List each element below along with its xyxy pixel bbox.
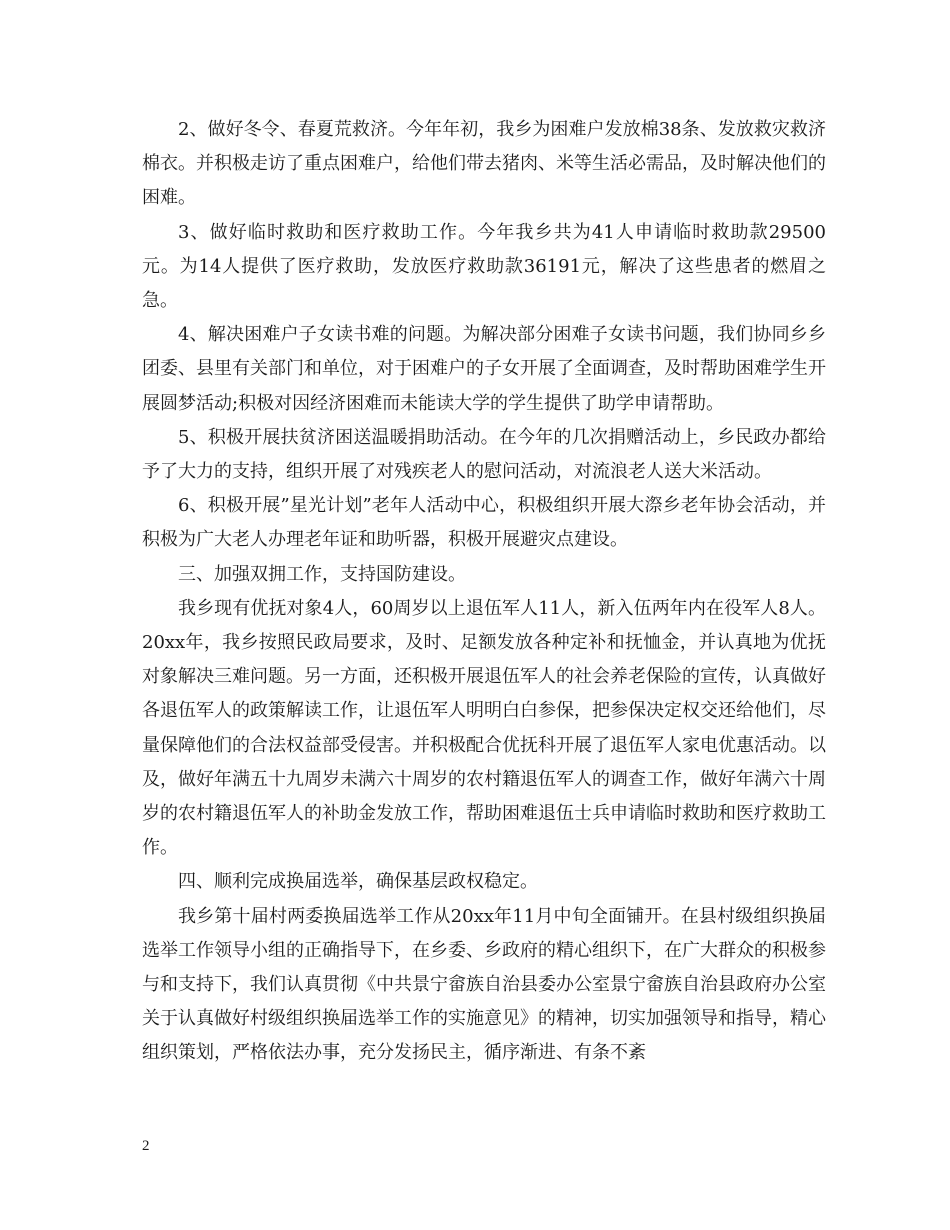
page-number: 2	[142, 1138, 150, 1154]
paragraph-veterans: 我乡现有优抚对象4人，60周岁以上退伍军人11人，新入伍两年内在役军人8人。20xx年，我乡按照民政局要求，及时、足额发放各种定补和抚恤金，并认真地为优抚对象解决三难问题。另一方面，还积极开展退伍军人的社会养老保险的宣传，认真做好各退伍军人的政策解读工作，让退伍军人明明白白参保，把参保决定权交还给他们，尽量保障他们的合法权益部受侵害。并积极配合优抚科开展了退伍军人家电优惠活动。以及，做好年满五十九周岁未满六十周岁的农村籍退伍军人的调查工作，做好年满六十周岁的农村籍退伍军人的补助金发放工作，帮助困难退伍士兵申请临时救助和医疗救助工作。	[142, 597, 826, 859]
paragraph-student-aid: 4、解决困难户子女读书难的问题。为解决部分困难子女读书问题，我们协同乡乡团委、县里有关部门和单位，对于困难户的子女开展了全面调查，及时帮助困难学生开展圆梦活动;积极对因经济困难而未能读大学的学生提供了助学申请帮助。	[142, 324, 826, 414]
paragraph-poverty-donation: 5、积极开展扶贫济困送温暖捐助活动。在今年的几次捐赠活动上，乡民政办都给予了大力的支持，组织开展了对残疾老人的慰问活动，对流浪老人送大米活动。	[142, 426, 826, 483]
paragraph-elderly-activities: 6、积极开展”星光计划”老年人活动中心，积极组织开展大漈乡老年协会活动，并积极为广大老人办理老年证和助听器，积极开展避灾点建设。	[142, 495, 826, 551]
paragraph-temporary-medical-aid: 3、做好临时救助和医疗救助工作。今年我乡共为41人申请临时救助款29500元。为14人提供了医疗救助，发放医疗救助款36191元，解决了这些患者的燃眉之急。	[142, 221, 826, 312]
paragraph-village-election: 我乡第十届村两委换届选举工作从20xx年11月中旬全面铺开。在县村级组织换届选举工作领导小组的正确指导下，在乡委、乡政府的精心组织下，在广大群众的积极参与和支持下，我们认真贯彻《中共景宁畲族自治县委办公室景宁畲族自治县政府办公室关于认真做好村级组织换届选举工作的实施意见》的精神，切实加强领导和指导，精心组织策划，严格依法办事，充分发扬民主，循序渐进、有条不紊	[142, 905, 826, 1064]
paragraph-winter-relief: 2、做好冬令、春夏荒救济。今年年初，我乡为困难户发放棉38条、发放救灾救济棉衣。并积极走访了重点困难户，给他们带去猪肉、米等生活必需品，及时解决他们的困难。	[142, 119, 826, 209]
document-body	[142, 113, 826, 1071]
section-heading-election: 四、顺利完成换届选举，确保基层政权稳定。	[178, 871, 538, 893]
section-heading-military-support: 三、加强双拥工作，支持国防建设。	[178, 563, 466, 585]
